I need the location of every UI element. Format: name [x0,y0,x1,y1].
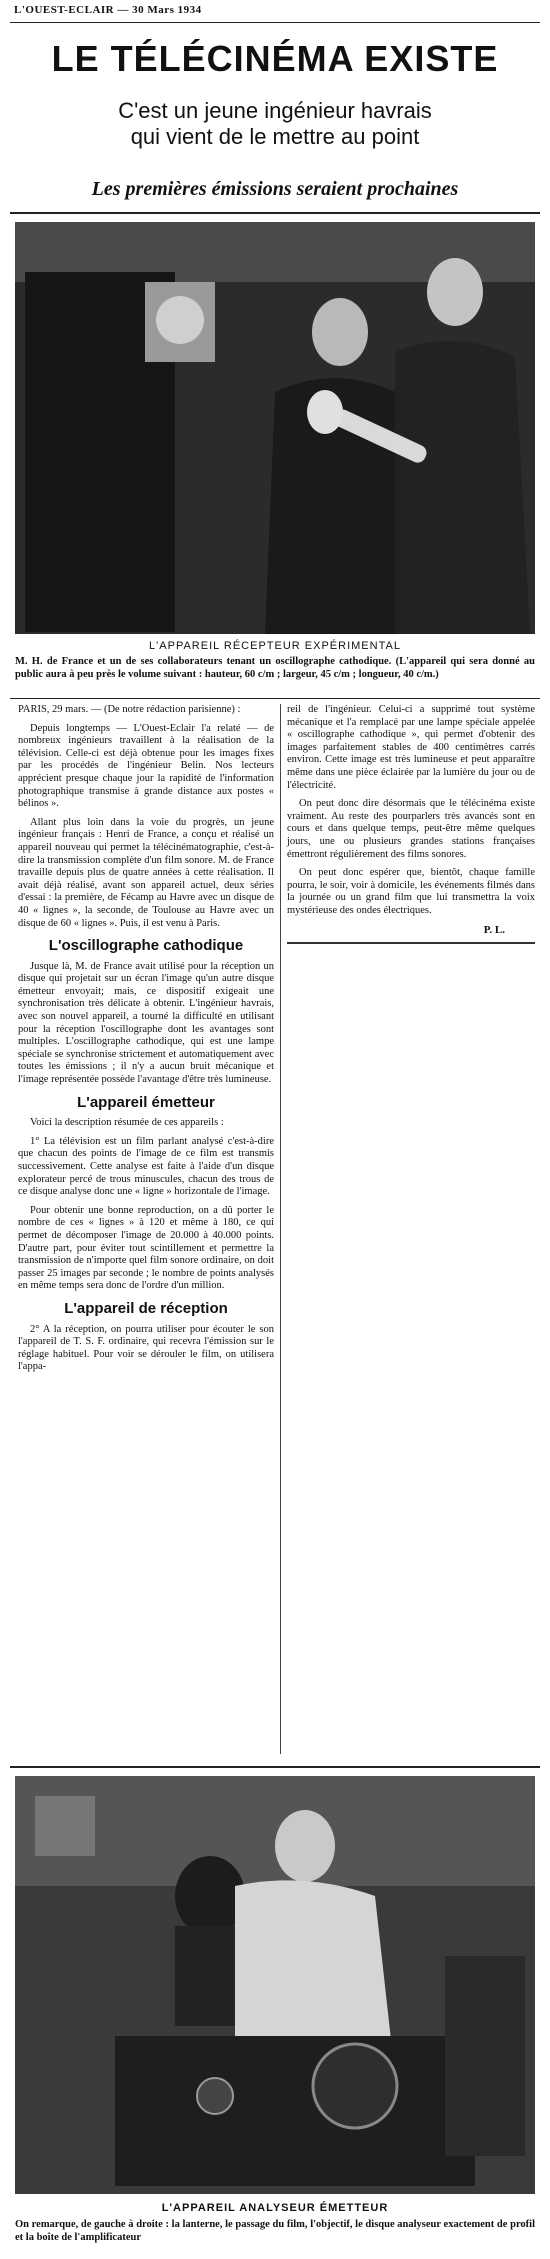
photo-receiver-caption-title: L'APPAREIL RÉCEPTEUR EXPÉRIMENTAL [149,640,401,652]
paragraph: Voici la description résumée de ces appareils : [30,1117,224,1129]
photo-transmitter [15,1776,535,2194]
deck: Les premières émissions seraient prochaines [91,178,459,200]
deck-rule [10,212,540,214]
photo-receiver-image [15,222,535,634]
masthead-rule [10,22,540,23]
masthead [14,4,202,16]
subheadline-line-1: C'est un jeune ingénieur havrais [118,98,432,123]
paragraph: On peut donc espérer que, bientôt, chaque famille pourra, le soir, voir à domicile, les événements filmés dans la journée ou un grand film que lui transmettra la voix mystérieuse des ondes électriques. [287,867,535,916]
dateline: PARIS, 29 mars. — (De notre rédaction parisienne) : [18,704,241,715]
signature: P. L. [483,923,505,936]
caption-rule [10,698,540,699]
article-column-2 [287,704,535,950]
photo-transmitter-image [15,1776,535,2194]
issue-date: 30 Mars 1934 [132,4,202,16]
photo-transmitter-caption: On remarque, de gauche à droite : la lanterne, le passage du film, l'objectif, le disque analyseur exactement de profil et la boîte de l'amplificateur [15,2219,535,2243]
photo-receiver [15,222,535,634]
paragraph: Jusque là, M. de France avait utilisé pour la réception un disque qui projetait sur un écran l'image qu'un autre disque émetteur envoyait; mais, ce dispositif exigeait une synchronisation très délicate à obtenir. L'ingénieur havrais, avec son nouvel appareil, a tourné la difficulté en utilisant pour la réception l'oscillographe dont les avantages sont multiples. L'oscillographe cathodique, qui est une lampe spéciale se synchronise strictement et automatiquement avec toutes les émissions ; il n'y a aucun bruit mécanique et l'image représentée possède l'avantage d'être très lumineuse. [18,960,274,1086]
paragraph: Allant plus loin dans la voie du progrès, un jeune ingénieur français : Henri de France, a conçu et réalisé un appareil nouveau qui permet la télécinématographie, c'est-à-dire la transmission complète d'un film sonore. M. de France travaille depuis plus de quatre années à cette réalisation. Il avait déjà réalisé, avant son appareil actuel, deux séries d'essai : la première, de Fécamp au Havre avec un disque de 40 « lignes », la seconde, de Toulouse au Havre avec un disque de 60 « lignes ». Puis, il est venu à Paris. [18,816,274,929]
photo-transmitter-caption-title: L'APPAREIL ANALYSEUR ÉMETTEUR [161,2202,389,2214]
bottom-rule [10,1766,540,1768]
article-end-rule [287,942,535,944]
section-heading-emetteur: L'appareil émetteur [77,1093,215,1111]
subheadline [0,98,550,150]
paragraph: 1° La télévision est un film parlant analysé c'est-à-dire que chacun des points de l'image de ce film est transmis successivement. Cette analyse est faite à l'aide d'un disque explorateur percé de trous minuscules, chacun des trous de ce disque analyse donc une « ligne » horizontale de l'image. [18,1135,274,1198]
column-divider [280,704,281,1754]
masthead-separator: — [114,4,133,16]
subheadline-line-2: qui vient de le mettre au point [130,124,420,149]
paragraph: Depuis longtemps — L'Ouest-Eclair l'a relaté — de nombreux ingénieurs travaillent à la réalisation de la télévision. Celle-ci est déjà obtenue pour les images fixes par les procédés de l'ingénieur Belin. Nos lecteurs apprécient presque chaque jour la rapidité de l'information photographique transmise à grande distance aux postes « bélinos ». [18,722,274,810]
paragraph: 2° A la réception, on pourra utiliser pour écouter le son l'appareil de T. S. F. ordinaire, qui recevra l'émission sur le réglage habituel. Pour voir se dérouler le film, on utilisera l'appa- [18,1323,274,1373]
paragraph: Pour obtenir une bonne reproduction, on a dû porter le nombre de ces « lignes » à 120 et même à 180, ce qui permet de décomposer l'image de 20.000 à 40.000 points. D'autre part, pour éviter tout scintillement et permettre la transmission de n'importe quel film sonore ordinaire, on doit passer 25 images par seconde ; le nombre de points analysés en même temps sera donc de l'ordre d'un million. [18,1204,274,1292]
headline: LE TÉLÉCINÉMA EXISTE [51,38,499,79]
section-heading-reception: L'appareil de réception [64,1299,228,1317]
photo-receiver-caption: M. H. de France et un de ses collaborateurs tenant un oscillographe cathodique. (L'appareil qui sera donné au public aura à peu près le volume suivant : hauteur, 60 c/m ; largeur, 45 c/m ; longueur, 40 c/m.) [15,656,535,680]
section-heading-oscillographe: L'oscillographe cathodique [48,937,244,955]
newspaper-name: L'OUEST-ECLAIR [14,4,115,16]
paragraph: On peut donc dire désormais que le télécinéma existe vraiment. Au reste des pourparlers très avancés sont en cours et dans quelque temps, peut-être même quelques jours, une ou plusieurs grandes stations françaises émettront régulièrement des films sonores. [287,798,535,860]
paragraph: reil de l'ingénieur. Celui-ci a supprimé tout système mécanique et l'a remplacé par une lampe spéciale appelée « oscillographe cathodique », qui permet d'obtenir des images parfaitement stables de 400 centimètres carrés environ. Cette image est très lumineuse et peut apparaître même dans une pièce éclairée par la lumière du jour ou de l'électricité. [287,704,535,791]
article-column-1 [18,704,274,1380]
